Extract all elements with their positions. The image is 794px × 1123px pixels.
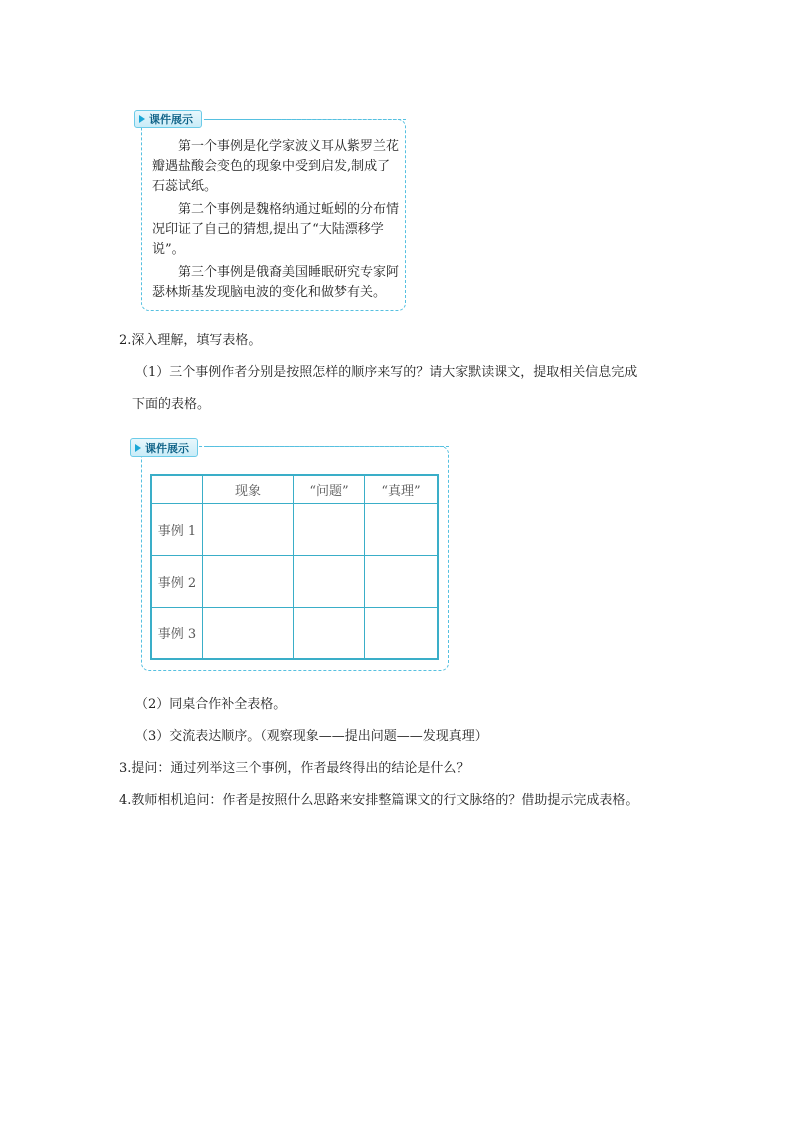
panel1-line-4: 第二个事例是魏格纳通过蚯蚓的分布情: [178, 202, 400, 217]
table-row: [151, 503, 438, 555]
question-1-line-2: 下面的表格。: [132, 397, 211, 412]
question-3: （3）交流表达顺序。（观察现象——提出问题——发现真理）: [135, 729, 488, 744]
table-cell[interactable]: [365, 503, 439, 555]
courseware-tag-label: 课件展示: [149, 113, 193, 126]
courseware-tag-label: 课件展示: [145, 441, 189, 455]
table-header-cell: 现象: [203, 475, 294, 503]
table-cell[interactable]: [365, 555, 439, 607]
section-2-heading: 2.深入理解，填写表格。: [119, 333, 262, 348]
courseware-tag-2: [130, 438, 198, 457]
table-cell[interactable]: [294, 607, 365, 659]
table-cell[interactable]: [203, 503, 294, 555]
panel1-line-5: 况印证了自己的猜想,提出了“大陆漂移学: [152, 222, 384, 237]
section-3: 3.提问：通过列举这三个事例，作者最终得出的结论是什么？: [119, 761, 470, 776]
play-arrow-icon: [135, 444, 141, 452]
panel1-line-8: 瑟林斯基发现脑电波的变化和做梦有关。: [152, 285, 387, 300]
question-1-line-1: （1）三个事例作者分别是按照怎样的顺序来写的？请大家默读课文，提取相关信息完成: [135, 365, 638, 380]
table-cell[interactable]: [203, 555, 294, 607]
table-cell[interactable]: [294, 503, 365, 555]
panel-tag-divider: [206, 446, 449, 447]
table-header-row: [151, 475, 438, 503]
table-header-cell: “问题”: [294, 475, 365, 503]
panel1-line-6: 说”。: [152, 242, 185, 257]
table-row-label: 事例 1: [151, 503, 203, 555]
play-arrow-icon: [139, 115, 145, 123]
question-2: （2）同桌合作补全表格。: [135, 697, 287, 712]
table-row: [151, 607, 438, 659]
table-header-cell: [151, 475, 203, 503]
table-cell[interactable]: [365, 607, 439, 659]
panel1-line-3: 石蕊试纸。: [152, 179, 218, 194]
table-row: [151, 555, 438, 607]
table-header-cell: “真理”: [365, 475, 439, 503]
table-cell[interactable]: [294, 555, 365, 607]
courseware-tag-1: [134, 110, 202, 128]
section-4: 4.教师相机追问：作者是按照什么思路来安排整篇课文的行文脉络的？借助提示完成表格。: [119, 793, 639, 808]
panel1-line-7: 第三个事例是俄裔美国睡眠研究专家阿: [178, 265, 400, 280]
table-row-label: 事例 2: [151, 555, 203, 607]
table-cell[interactable]: [203, 607, 294, 659]
panel1-line-1: 第一个事例是化学家波义耳从紫罗兰花: [178, 139, 400, 154]
info-table: [150, 474, 439, 660]
panel-tag-divider: [206, 119, 406, 120]
panel1-line-2: 瓣遇盐酸会变色的现象中受到启发,制成了: [152, 159, 391, 174]
table-row-label: 事例 3: [151, 607, 203, 659]
